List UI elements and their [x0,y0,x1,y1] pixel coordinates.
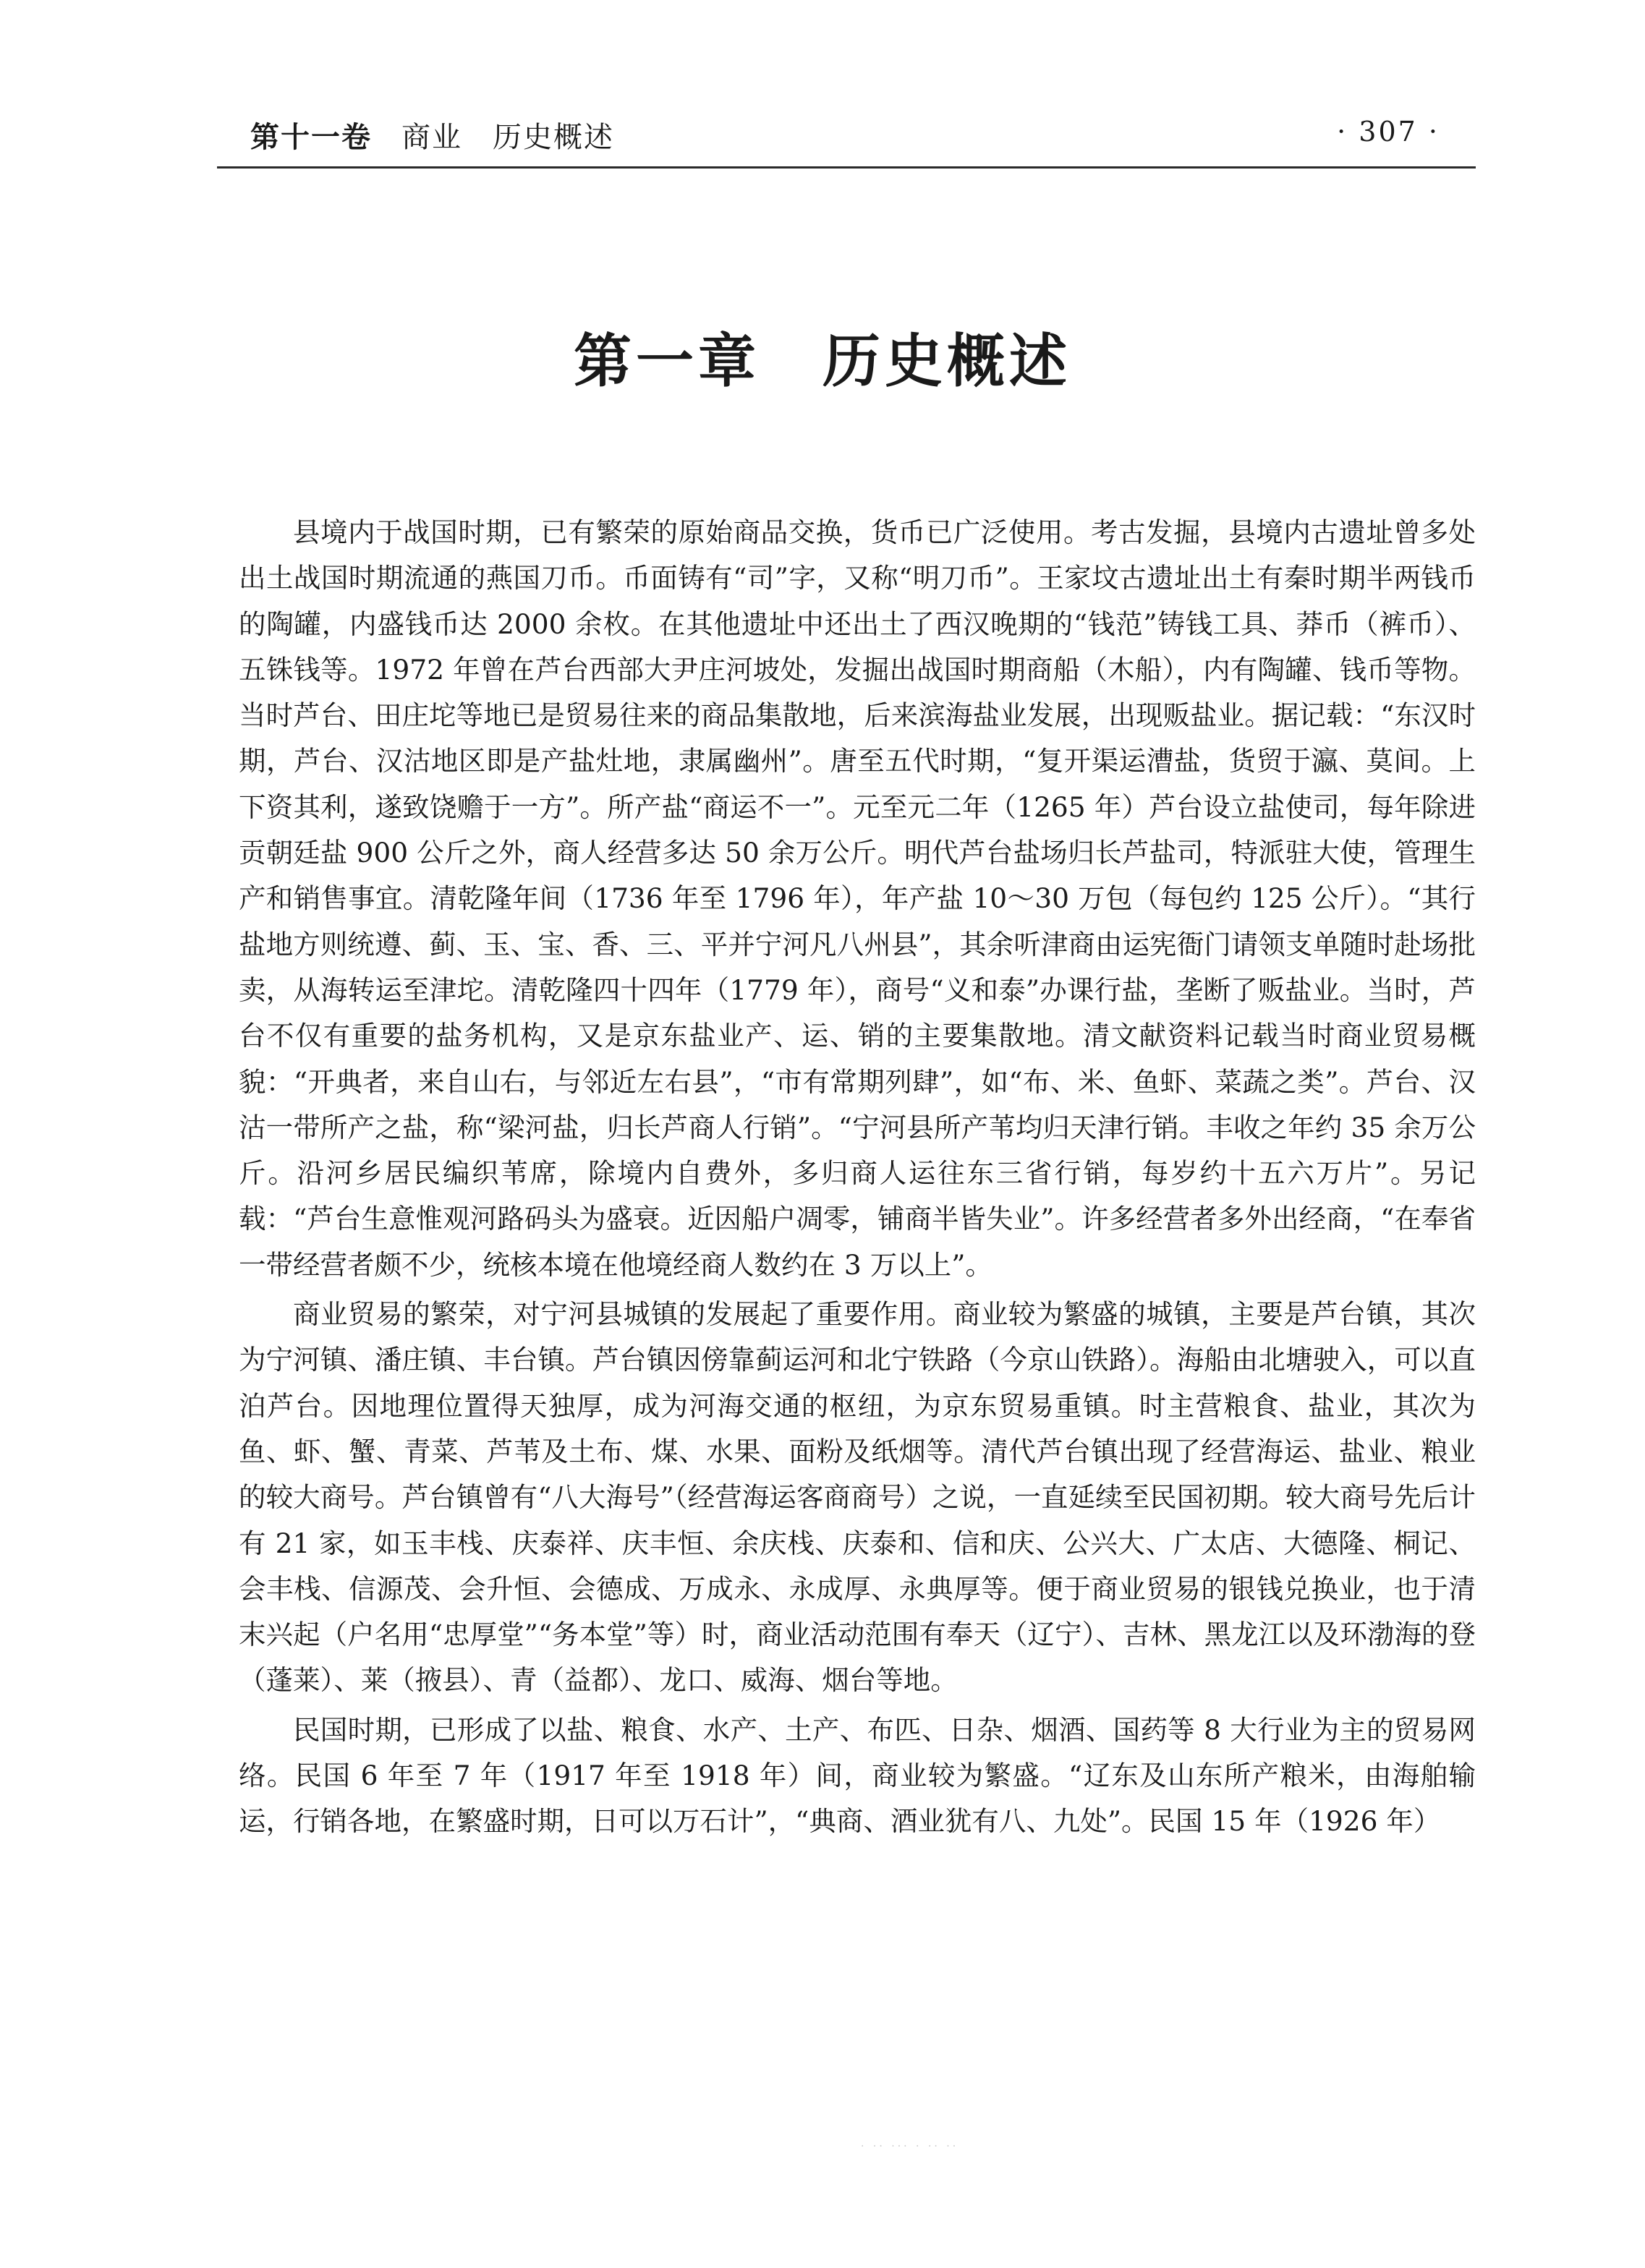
header-rule [217,166,1476,169]
page-number: · 307 · [1337,116,1440,148]
header-section: 商业 历史概述 [401,121,614,154]
paragraph: 商业贸易的繁荣，对宁河县城镇的发展起了重要作用。商业较为繁盛的城镇，主要是芦台镇，其次为宁河镇、潘庄镇、丰台镇。芦台镇因傍靠蓟运河和北宁铁路（今京山铁路）。海船由北塘驶入，可以直泊芦台。因地理位置得天独厚，成为河海交通的枢纽，为京东贸易重镇。时主营粮食、盐业，其次为鱼、虾、蟹、青菜、芦苇及土布、煤、水果、面粉及纸烟等。清代芦台镇出现了经营海运、盐业、粮业的较大商号。芦台镇曾有“八大海号”（经营海运客商商号）之说，一直延续至民国初期。较大商号先后计有 21 家，如玉丰栈、庆泰祥、庆丰恒、余庆栈、庆泰和、信和庆、公兴大、广太店、大德隆、桐记、会丰栈、信源茂、会升恒、会德成、万成永、永成厚、永典厚等。便于商业贸易的银钱兑换业，也于清末兴起（户名用“忠厚堂”“务本堂”等）时，商业活动范围有奉天（辽宁）、吉林、黑龙江以及环渤海的登（蓬莱）、莱（掖县）、青（益都）、龙口、威海、烟台等地。 [239,1298,1476,1697]
paragraph: 县境内于战国时期，已有繁荣的原始商品交换，货币已广泛使用。考古发掘，县境内古遗址曾多处出土战国时期流通的燕国刀币。币面铸有“司”字，又称“明刀币”。王家坟古遗址出土有秦时期半两钱币的陶罐，内盛钱币达 2000 余枚。在其他遗址中还出土了西汉晚期的“钱范”铸钱工具、莽币（裤币）、五铢钱等。1972 年曾在芦台西部大尹庄河坡处，发掘出战国时期商船（木船），内有陶罐、钱币等物。当时芦台、田庄坨等地已是贸易往来的商品集散地，后来滨海盐业发展，出现贩盐业。据记载：“东汉时期，芦台、汉沽地区即是产盐灶地，隶属幽州”。唐至五代时期，“复开渠运漕盐，货贸于瀛、莫间。上下资其利，遂致饶赡于一方”。所产盐“商运不一”。元至元二年（1265 年）芦台设立盐使司，每年除进贡朝廷盐 900 公斤之外，商人经营多达 50 余万公斤。明代芦台盐场归长芦盐司，特派驻大使，管理生产和销售事宜。清乾隆年间（1736 年至 1796 年），年产盐 10～30 万包（每包约 125 公斤）。“其行盐地方则统遵、蓟、玉、宝、香、三、平并宁河凡八州县”，其余听津商由运宪衙门请领支单随时赴场批卖，从海转运至津坨。清乾隆四十四年（1779 年），商号“义和泰”办课行盐，垄断了贩盐业。当时，芦台不仅有重要的盐务机构，又是京东盐业产、运、销的主要集散地。清文献资料记载当时商业贸易概貌：“开典者，来自山右，与邻近左右县”，“市有常期列肆”，如“布、米、鱼虾、菜蔬之类”。芦台、汉沽一带所产之盐，称“梁河盐，归长芦商人行销”。“宁河县所产苇均归天津行销。丰收之年约 35 余万公斤。沿河乡居民编织苇席，除境内自费外，多归商人运往东三省行销，每岁约十五六万片”。另记载：“芦台生意惟观河路码头为盛衰。近因船户凋零，铺商半皆失业”。许多经营者多外出经商，“在奉省一带经营者颇不少，统核本境在他境经商人数约在 3 万以上”。 [239,516,1476,1281]
chapter-title: 第一章 历史概述 [574,328,1071,395]
scan-specks: · ·· ··· · ·· ·· [861,2141,959,2152]
body-text [239,510,1476,1849]
paragraph: 民国时期，已形成了以盐、粮食、水产、土产、布匹、日杂、烟酒、国药等 8 大行业为主的贸易网络。民国 6 年至 7 年（1917 年至 1918 年）间，商业较为繁盛。“辽东及山东所产粮米，由海舶输运，行销各地，在繁盛时期，日可以万石计”，“典商、酒业犹有八、九处”。民国 15 年（1926 年） [239,1713,1476,1838]
header-volume: 第十一卷 [250,121,372,154]
running-header [217,108,1476,159]
